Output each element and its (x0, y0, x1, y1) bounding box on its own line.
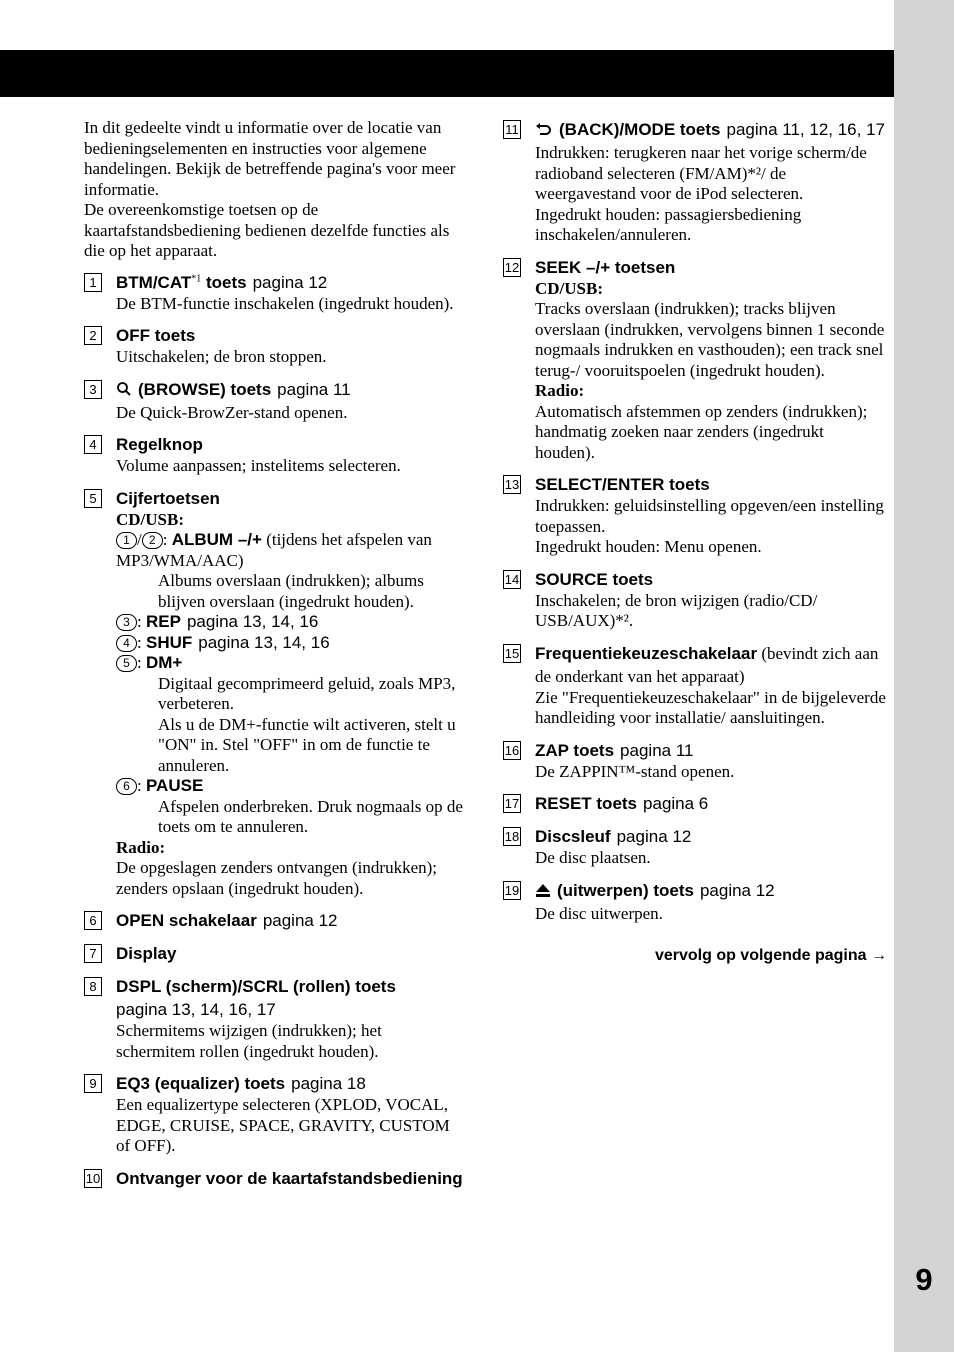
item-reset (503, 792, 887, 815)
item-zap (503, 739, 887, 783)
item-heading: Ontvanger voor de kaartafstandsbediening (116, 1168, 463, 1188)
key-function: REP (145, 612, 181, 631)
item-frequency-switch (503, 642, 887, 729)
item-heading: DSPL (scherm)/SCRL (rollen) toets (116, 977, 396, 996)
album-desc: Albums overslaan (indrukken); albums blijven overslaan (ingedrukt houden). (158, 571, 424, 611)
item-number: 5 (84, 489, 102, 508)
item-heading (535, 739, 887, 762)
item-number: 11 (503, 120, 521, 139)
key-circle: 5 (116, 655, 137, 672)
item-heading: Regelknop (116, 435, 203, 454)
item-number: 13 (504, 477, 520, 492)
item-desc: Volume aanpassen; instelitems selecteren. (116, 456, 401, 475)
item-heading: Cijfertoetsen (116, 488, 220, 508)
item-number: 8 (84, 977, 102, 996)
item-heading: SOURCE toets (535, 569, 654, 589)
page-ref: pagina 12 (262, 911, 338, 930)
item-number: 10 (85, 1170, 101, 1186)
item-desc: Uitschakelen; de bron stoppen. (116, 347, 327, 366)
separator: : (137, 653, 142, 672)
item-title: Frequentiekeuzeschakelaar (535, 643, 758, 663)
album-line (116, 530, 464, 571)
item-number: 16 (504, 742, 520, 758)
item-heading: SELECT/ENTER toets (535, 475, 710, 494)
intro-paragraph: In dit gedeelte vindt u informatie over de locatie van bedieningselementen en instructies voor algemene handelingen. Bekijk de betreffende pagina's voor meer informatie. (84, 118, 456, 199)
item-desc: De BTM-functie inschakelen (ingedrukt houden). (116, 293, 454, 313)
item-receiver (84, 1167, 464, 1190)
search-icon (116, 380, 132, 403)
dm-line (116, 653, 464, 674)
item-eq3 (84, 1072, 464, 1157)
item-title: OPEN schakelaar (116, 911, 257, 930)
item-title: (BROWSE) toets (138, 379, 272, 399)
rep-line (116, 612, 464, 633)
item-desc: Indrukken: terugkeren naar het vorige scherm/de radioband selecteren (FM/AM)*²/ de weergavestand voor de iPod selecteren. (535, 143, 867, 203)
intro (84, 118, 464, 262)
item-desc: De disc plaatsen. (535, 848, 651, 867)
item-heading (116, 1072, 464, 1095)
item-number: 3 (84, 380, 102, 399)
item-number: 17 (504, 796, 520, 811)
eject-icon (535, 881, 551, 904)
item-title-suffix: toets (201, 272, 247, 292)
section-label: Radio: (535, 381, 585, 400)
item-heading (535, 118, 887, 143)
item-desc: Indrukken: geluidsinstelling opgeven/een instelling toepassen. (535, 496, 884, 536)
item-browse (84, 378, 464, 424)
continue-text: vervolg op volgende pagina (654, 947, 867, 964)
section-label: CD/USB: (535, 278, 604, 298)
item-title: RESET toets (535, 794, 638, 813)
item-desc: Zie "Frequentiekeuzeschakelaar" in de bijgeleverde handleiding voor installatie/ aansluitingen. (535, 687, 886, 727)
page-number: 9 (915, 1262, 933, 1297)
item-title: Discsleuf (535, 827, 611, 846)
page-ref: pagina 13, 14, 16, 17 (116, 1000, 276, 1019)
item-number: 15 (504, 645, 520, 661)
item-source (503, 568, 887, 632)
item-title: BTM/CAT (116, 272, 192, 292)
item-number: 18 (504, 829, 520, 844)
item-number: 4 (84, 435, 102, 454)
item-disc-slot (503, 825, 887, 869)
item-heading (535, 792, 887, 815)
item-heading (116, 378, 464, 403)
page-ref: pagina 13, 14, 16 (198, 632, 330, 652)
left-column (84, 118, 464, 1200)
item-number: 9 (84, 1074, 102, 1093)
right-column (503, 118, 887, 967)
item-back-mode (503, 118, 887, 246)
item-title: (BACK)/MODE toets (559, 120, 721, 139)
separator: : (137, 776, 142, 795)
header-bar (0, 50, 894, 97)
page-ref: pagina 18 (291, 1074, 366, 1093)
item-dspl (84, 975, 464, 1062)
item-number: 7 (84, 944, 102, 963)
item-heading (535, 879, 887, 904)
key-circle: 3 (116, 614, 137, 631)
item-desc: Tracks overslaan (indrukken); tracks blijven overslaan (indrukken, vervolgens binnen 1 seconde nogmaals indrukken en vasthouden); een track snel terug-/ vooruitspoelen (ingedrukt houden). (535, 299, 885, 380)
item-desc: Inschakelen; de bron wijzigen (radio/CD/ USB/AUX)*². (535, 590, 818, 630)
item-number: 14 (504, 571, 520, 587)
continue-note (503, 946, 887, 967)
pause-line (116, 776, 464, 797)
item-control-dial (84, 433, 464, 477)
page-ref: pagina 12 (616, 827, 692, 846)
shuf-line (116, 633, 464, 654)
item-desc: Ingedrukt houden: Menu openen. (535, 537, 762, 556)
page-ref: pagina 11 (620, 740, 694, 760)
separator: : (137, 612, 142, 631)
item-eject (503, 879, 887, 925)
item-display (84, 942, 464, 965)
section-label: CD/USB: (116, 509, 185, 529)
separator: : (137, 632, 142, 652)
page-ref: pagina 12 (252, 272, 328, 292)
item-heading: OFF toets (116, 326, 196, 345)
item-desc: De Quick-BrowZer-stand openen. (116, 402, 348, 422)
item-number: 2 (84, 326, 102, 345)
key-circle: 6 (116, 778, 137, 795)
dm-desc: Als u de DM+-functie wilt activeren, stelt u "ON" in. Stel "OFF" in om de functie te annuleren. (158, 714, 456, 775)
radio-desc: De opgeslagen zenders ontvangen (indrukken); zenders opslaan (ingedrukt houden). (116, 858, 437, 898)
page-ref: pagina 11, 12, 16, 17 (726, 120, 885, 139)
page-ref: pagina 11 (277, 379, 351, 399)
item-heading (535, 825, 887, 848)
key-circle: 2 (142, 532, 163, 549)
item-desc: Ingedrukt houden: passagiersbediening inschakelen/annuleren. (535, 204, 802, 244)
item-desc: Automatisch afstemmen op zenders (indrukken); handmatig zoeken naar zenders (ingedrukt houden). (535, 401, 868, 462)
item-btm-cat (84, 271, 464, 315)
key-circle: 1 (116, 532, 137, 549)
item-off (84, 324, 464, 368)
item-title: EQ3 (equalizer) toets (116, 1074, 286, 1093)
item-number-buttons (84, 487, 464, 900)
item-number: 6 (84, 911, 102, 930)
item-title: ZAP toets (535, 740, 615, 760)
item-heading (116, 909, 464, 932)
pause-desc: Afspelen onderbreken. Druk nogmaals op de toets om te annuleren. (158, 796, 463, 836)
key-function: PAUSE (145, 776, 204, 795)
footnote-mark: *1 (191, 272, 202, 284)
key-function: DM+ (145, 653, 183, 672)
item-heading: SEEK –/+ toetsen (535, 257, 676, 277)
item-heading (116, 271, 464, 294)
key-function: ALBUM –/+ (171, 530, 262, 549)
side-tab (894, 0, 954, 1352)
item-heading: Display (116, 944, 177, 963)
item-title: (uitwerpen) toets (557, 880, 694, 900)
section-label: Radio: (116, 837, 166, 857)
page-ref: pagina 6 (643, 794, 709, 813)
separator: : (162, 530, 168, 549)
key-function: SHUF (145, 632, 193, 652)
key-note: (tijdens het afspelen van MP3/WMA/AAC) (116, 530, 432, 570)
page-ref: pagina 12 (699, 880, 775, 900)
dm-desc: Digitaal gecomprimeerd geluid, zoals MP3, verbeteren. (158, 673, 456, 713)
item-desc: Schermitems wijzigen (indrukken); het schermitem rollen (ingedrukt houden). (116, 1021, 382, 1061)
item-open (84, 909, 464, 932)
item-heading (535, 642, 887, 688)
intro-paragraph: De overeenkomstige toetsen op de kaartafstandsbediening bedienen dezelfde functies als die op het apparaat. (84, 200, 450, 260)
item-desc: De ZAPPIN™-stand openen. (535, 761, 735, 781)
back-icon (535, 120, 553, 143)
item-seek (503, 256, 887, 464)
item-number: 19 (504, 882, 520, 898)
arrow-right-icon: → (871, 947, 887, 964)
key-circle: 4 (116, 635, 137, 652)
item-select-enter (503, 473, 887, 558)
item-number: 12 (504, 259, 520, 275)
item-title-note: (bevindt zich aan de onderkant van het apparaat) (535, 643, 879, 686)
item-desc: Een equalizertype selecteren (XPLOD, VOCAL, EDGE, CRUISE, SPACE, GRAVITY, CUSTOM of OFF). (116, 1095, 450, 1155)
page-ref: pagina 13, 14, 16 (186, 612, 319, 631)
item-desc: De disc uitwerpen. (535, 903, 663, 923)
item-number: 1 (84, 273, 102, 292)
separator: / (137, 530, 142, 549)
